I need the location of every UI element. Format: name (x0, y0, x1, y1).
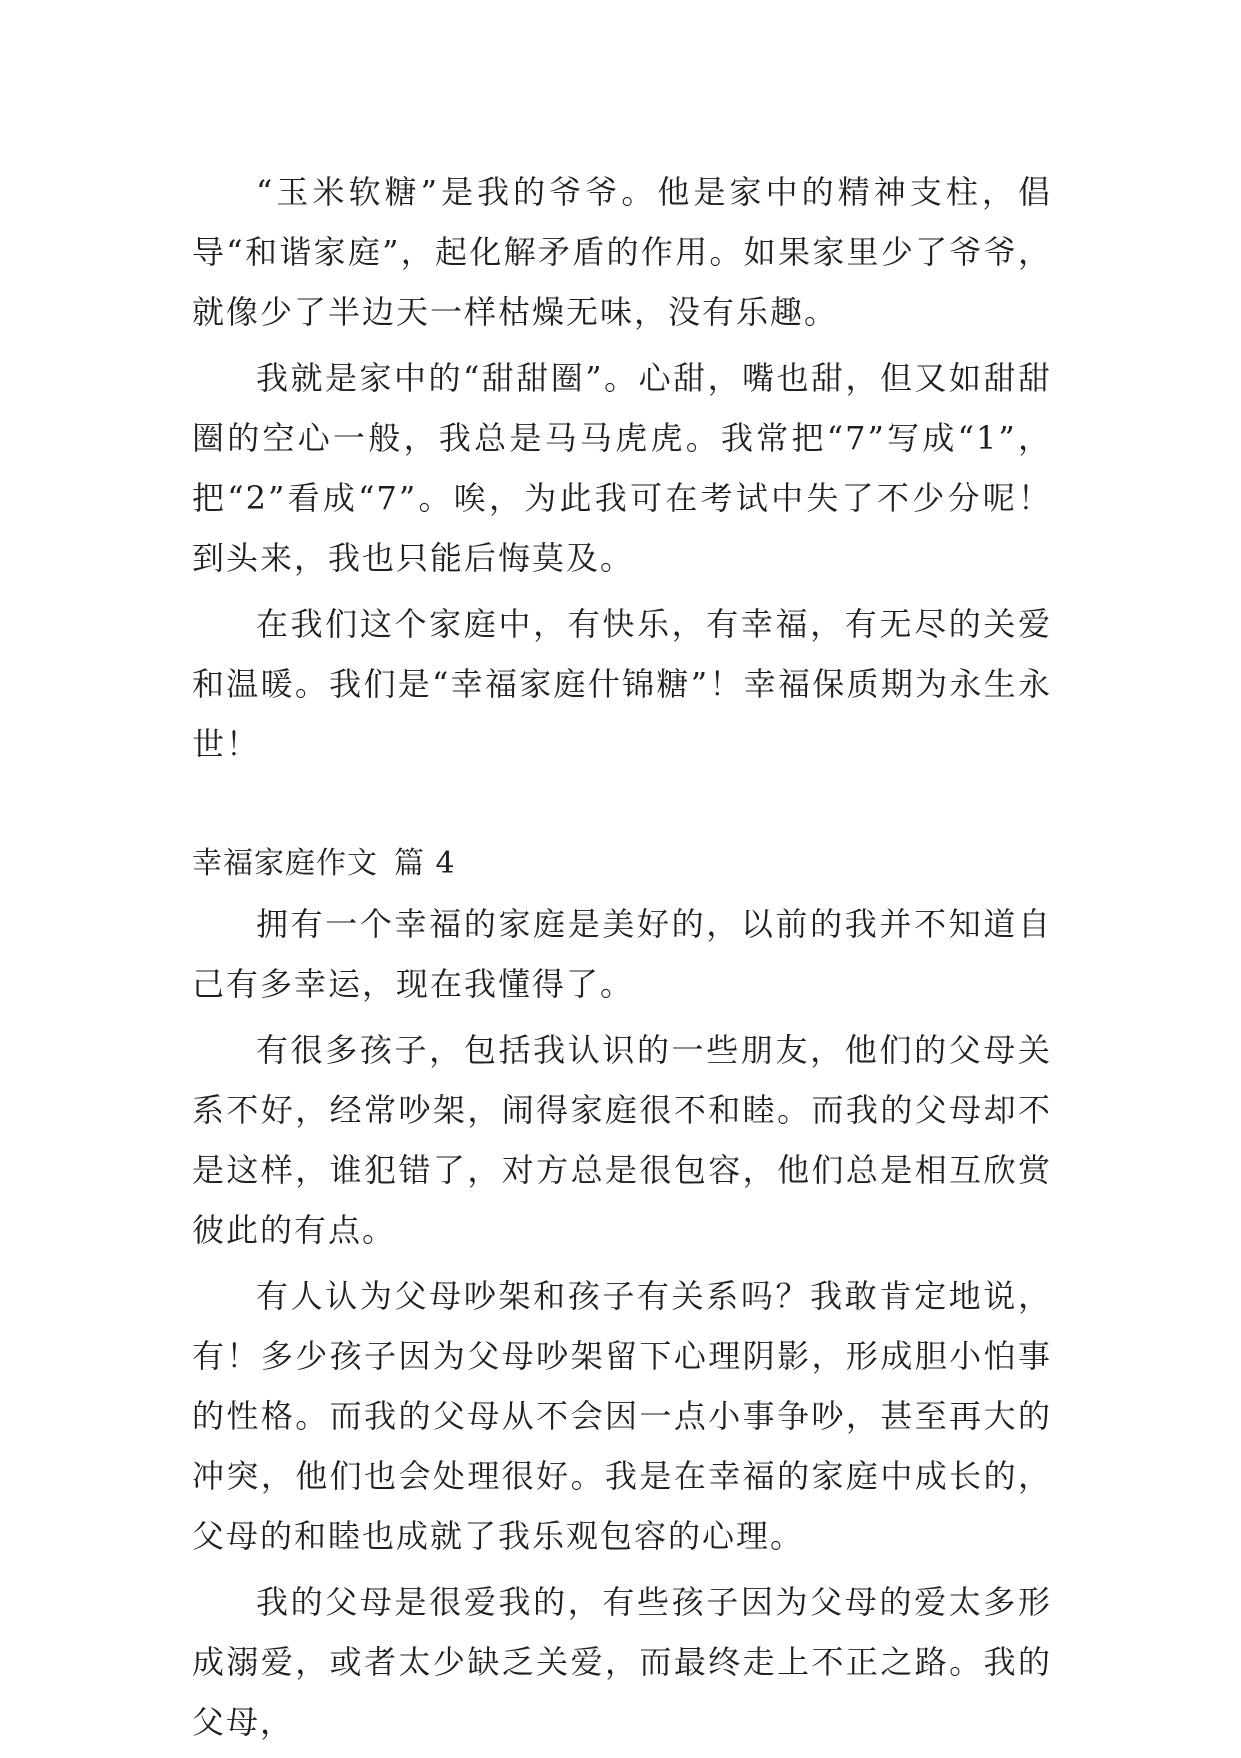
paragraph-grandpa: “玉米软糖”是我的爷爷。他是家中的精神支柱，倡导“和谐家庭”，起化解矛盾的作用。如果家里少了爷爷，就像少了半边天一样枯燥无味，没有乐趣。 (192, 173, 1052, 331)
paragraph-family-candy: 在我们这个家庭中，有快乐，有幸福，有无尽的关爱和温暖。我们是“幸福家庭什锦糖”！幸福保质期为永生永世！ (192, 605, 1052, 763)
section-heading-title: 幸福家庭作文 (192, 846, 378, 881)
document-body (192, 162, 1052, 1758)
paragraph-happy-family: 拥有一个幸福的家庭是美好的，以前的我并不知道自己有多幸运，现在我懂得了。 (192, 905, 1052, 1003)
section-heading (192, 834, 1052, 894)
section-heading-number: 篇 4 (394, 846, 456, 881)
paragraph-parents-quarrel: 有人认为父母吵架和孩子有关系吗？我敢肯定地说，有！多少孩子因为父母吵架留下心理阴影，形成胆小怕事的性格。而我的父母从不会因一点小事争吵，甚至再大的冲突，他们也会处理很好。我是在幸福的家庭中成长的，父母的和睦也成就了我乐观包容的心理。 (192, 1277, 1052, 1555)
paragraph-parents-love: 我的父母是很爱我的，有些孩子因为父母的爱太多形成溺爱，或者太少缺乏关爱，而最终走上不正之路。我的父母， (192, 1583, 1052, 1741)
paragraph-other-children: 有很多孩子，包括我认识的一些朋友，他们的父母关系不好，经常吵架，闹得家庭很不和睦。而我的父母却不是这样，谁犯错了，对方总是很包容，他们总是相互欣赏彼此的有点。 (192, 1031, 1052, 1249)
paragraph-donut: 我就是家中的“甜甜圈”。心甜，嘴也甜，但又如甜甜圈的空心一般，我总是马马虎虎。我常把“7”写成“1”，把“2”看成“7”。唉，为此我可在考试中失了不少分呢！到头来，我也只能后悔莫及。 (192, 359, 1052, 577)
